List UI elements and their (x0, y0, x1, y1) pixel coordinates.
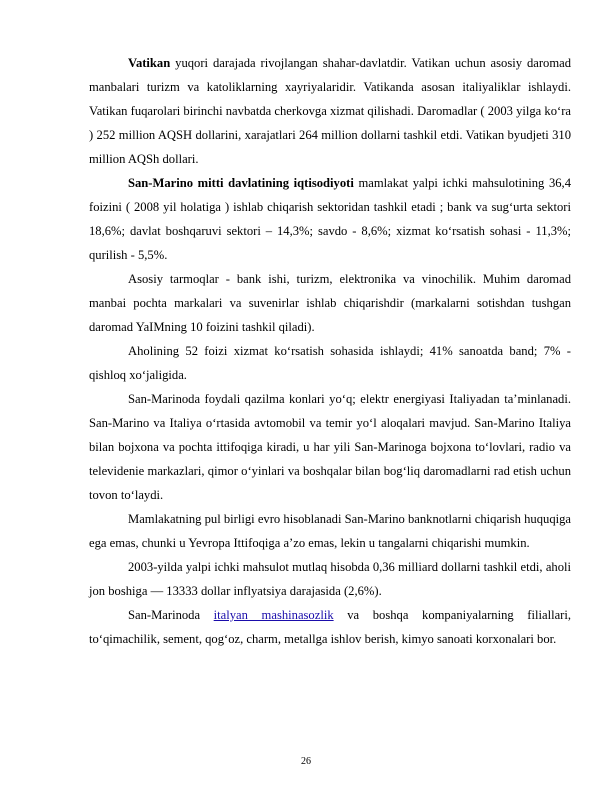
paragraph-resources (89, 387, 571, 507)
paragraph-gdp (89, 555, 571, 603)
paragraph-industry (89, 603, 571, 651)
paragraph-text: 2003-yilda yalpi ichki mahsulot mutlaq hisobda 0,36 milliard dollarni tashkil etdi, aholi jon boshiga — 13333 dollar inflyatsiya darajasida (2,6%). (89, 560, 571, 598)
paragraph-text: Asosiy tarmoqlar - bank ishi, turizm, elektronika va vinochilik. Muhim daromad manbai pochta markalari va suvenirlar ishlab chiqarishdir (markalarni sotishdan tushgan daromad YaIMning 10 foizini tashkil qiladi). (89, 272, 571, 334)
paragraph-text: mamlakat yalpi ichki mahsulotining 36,4 foizini ( 2008 yil holatiga ) ishlab chiqarish sektoridan tashkil etadi ; bank va sug‘urta sektori 18,6%; davlat boshqaruvi sektori – 14,3%; savdo - 8,6%; xizmat ko‘rsatish sohasi - 11,3%; qurilish - 5,5%. (89, 176, 571, 262)
paragraph-vatikan (89, 51, 571, 171)
paragraph-heading: Vatikan (128, 56, 171, 70)
paragraph-text: San-Marinoda foydali qazilma konlari yo‘q; elektr energiyasi Italiyadan ta’minlanadi. San-Marino va Italiya o‘rtasida avtomobil va temir yo‘l aloqalari mavjud. San-Marino Italiya bilan bojxona va pochta ittifoqiga kiradi, u har yili San-Marinoga bojxona to‘lovlari, radio va televidenie markazlari, qimor o‘yinlari va boshqalar bilan bog‘liq daromadlarni rad etish uchun tovon to‘laydi. (89, 392, 571, 502)
paragraph-text: Aholining 52 foizi xizmat ko‘rsatish sohasida ishlaydi; 41% sanoatda band; 7% - qishloq xo‘jaligida. (89, 344, 571, 382)
paragraph-text: San-Marinoda (128, 608, 214, 622)
italyan-mashinasozlik-link[interactable]: italyan mashinasozlik (213, 608, 334, 622)
paragraph-heading: San-Marino mitti davlatining iqtisodiyoti (128, 176, 354, 190)
paragraph-san-marino-economy (89, 171, 571, 267)
paragraph-text: va boshqa kompaniyalarning filiallari, to‘qimachilik, sement, qog‘oz, charm, metallga ishlov berish, kimyo sanoati korxonalari bor. (89, 608, 571, 646)
paragraph-text: yuqori darajada rivojlangan shahar-davlatdir. Vatikan uchun asosiy daromad manbalari turizm va katoliklarning xayriyalaridir. Vatikanda asosan italiyaliklar ishlaydi. Vatikan fuqarolari birinchi navbatda cherkovga xizmat qilishadi. Daromadlar ( 2003 yilga ko‘ra ) 252 million AQSH dollarini, xarajatlari 264 million dollarni tashkil etdi. Vatikan byudjeti 310 million AQSh dollari. (89, 56, 571, 166)
paragraph-main-sectors (89, 267, 571, 339)
paragraph-text: Mamlakatning pul birligi evro hisoblanadi San-Marino banknotlarni chiqarish huquqiga ega emas, chunki u Yevropa Ittifoqiga a’zo emas, lekin u tangalarni chiqarishi mumkin. (89, 512, 571, 550)
page-number: 26 (301, 756, 311, 767)
document-body (89, 51, 571, 651)
paragraph-employment (89, 339, 571, 387)
paragraph-currency (89, 507, 571, 555)
